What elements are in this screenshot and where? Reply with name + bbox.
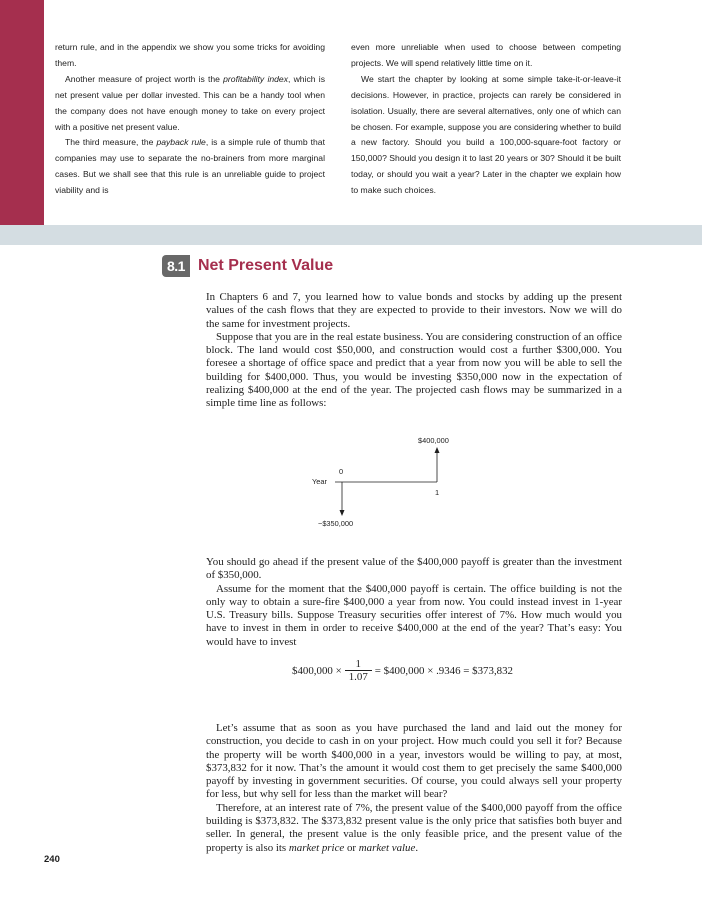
equation-lhs: $400,000 × [292,665,342,677]
text-run: The third measure, the [65,137,157,148]
body-text-bottom [206,722,622,855]
equation-fraction [345,658,372,684]
timeline-inflow-label: $400,000 [418,436,449,445]
timeline-year1-label: 1 [435,488,440,497]
text-run: Assume for the moment that the $400,000 payoff is certain. The office building is not the only way to obtain a sure-fire $400,000 a year from now. You could instead invest in 1-year U.S. Treasury bills. Suppose Treasury securities offer interest of 7%. How much would you have to invest in them in order to receive $400,000 at the end of the year? That’s easy: You would have to invest [206,582,622,648]
page-number: 240 [44,854,60,865]
text-run: We start the chapter by looking at some simple take-it-or-leave-it decisions. However, in practice, projects can rarely be considered in isolation. Usually, there are several alternatives, only one of which can be chosen. For example, suppose you are considering whether to build a new factory. Should you build a 100,000-square-foot factory or 150,000? Should you design it to last 20 years or 30? Should it be built today, or should you wait a year? Later in the chapter we explain how to make such choices. [351,73,621,196]
italic-term: market price [288,841,345,854]
present-value-equation [292,658,513,684]
italic-term: profitability index [223,73,288,84]
paragraph [206,802,622,855]
paragraph [206,583,622,649]
equation-rhs: = $400,000 × .9346 = $373,832 [374,665,514,677]
text-run: even more unreliable when used to choose between competing projects. We will spend relatively little time on it. [351,42,621,68]
text-run: Another measure of project worth is the [65,73,224,84]
text-run: Therefore, at an interest rate of 7%, the present value of the $400,000 payoff from the office building is $373,832. The $373,832 present value is the only price that satisfies both buyer and seller. In general, the present value is the only feasible price, and the present value of the property is also its [206,801,622,854]
text-run: Let’s assume that as soon as you have purchased the land and laid out the money for construction, you decide to cash in on your project. How much could you sell it for? Because the property will be worth $400,000 in a year, investors would be willing to pay, at most, $373,832 for it now. That’s the amount it would cost them to get precisely the same $400,000 payoff by investing in government securities. Of course, you could always sell your property for less, but why sell for less than the market will bear? [206,722,622,801]
italic-term: payback rule [156,137,206,148]
timeline-year0-label: 0 [339,467,344,476]
text-run: return rule, and in the appendix we show you some tricks for avoiding them. [55,42,325,68]
paragraph [206,556,622,583]
section-title: Net Present Value [197,257,334,274]
paragraph [206,722,622,802]
fraction-denominator: 1.07 [345,670,372,684]
text-run: Suppose that you are in the real estate business. You are considering construction of an office block. The land would cost $50,000, and construction would cost a further $300,000. You foresee a shortage of office space and predict that a year from now you will be able to sell the building for $400,000. Thus, you would be investing $350,000 now in the expectation of realizing $400,000 at the end of the year. The projected cash flows may be summarized in a simple time line as follows: [206,330,622,410]
body-text-middle [206,556,622,649]
outflow-arrowhead [340,510,345,516]
fraction-numerator: 1 [355,658,361,670]
text-run: . [415,841,419,854]
inflow-arrowhead [435,447,440,453]
italic-term: market value [358,841,416,854]
section-number-badge: 8.1 [162,255,190,277]
text-run: You should go ahead if the present value of the $400,000 payoff is greater than the investment of $350,000. [206,556,622,582]
timeline-outflow-label: −$350,000 [318,519,354,528]
text-run: , is a simple rule of thumb that companies may use to separate the no-brainers from more marginal cases. But we shall see that this rule is an unreliable guide to project viability and is [55,137,325,196]
text-run: or [344,841,359,854]
text-run: In Chapters 6 and 7, you learned how to value bonds and stocks by adding up the present values of the cash flows that they are expected to provide to their investors. Now we will do the same for investment projects. [206,291,622,330]
timeline-year-axis-label: Year [312,477,327,486]
text-run: , which is net present value per dollar invested. This can be a handy tool when the company does not have enough money to take on every project with a positive net present value. [55,73,325,132]
